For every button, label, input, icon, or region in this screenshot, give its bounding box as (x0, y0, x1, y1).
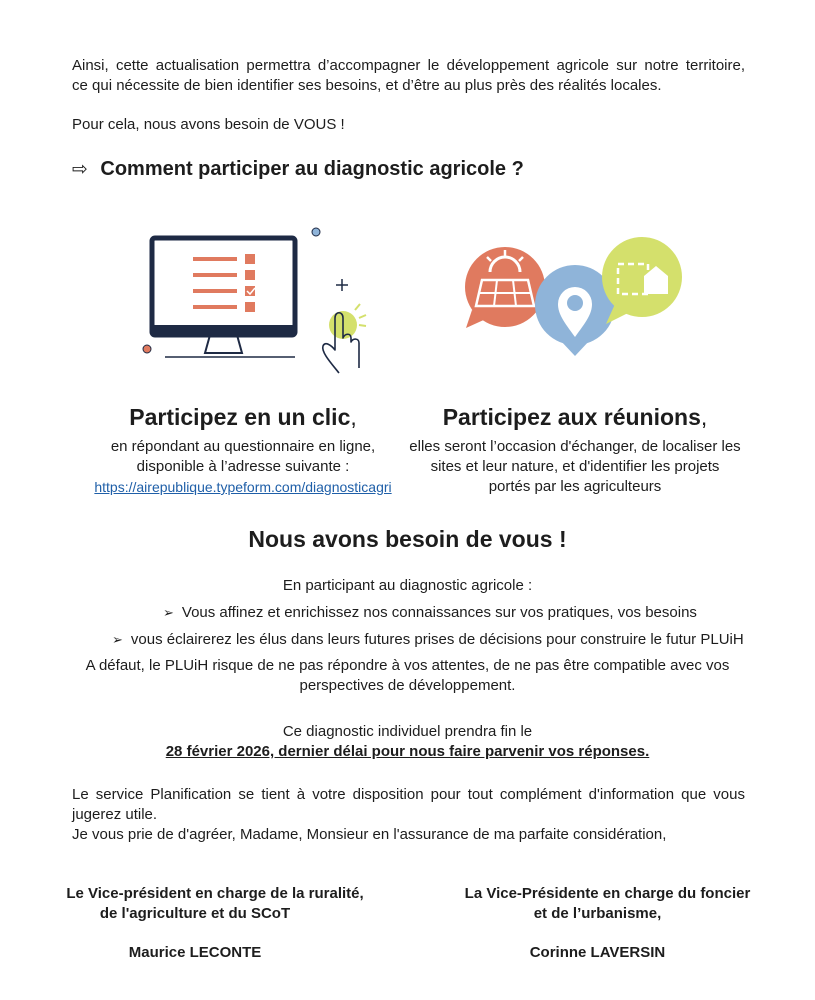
meetings-illustration (460, 232, 690, 357)
online-title: Participez en un clic (129, 404, 351, 430)
closing-line-2: jugerez utile. (72, 806, 158, 823)
deadline-block (0, 722, 815, 762)
intro-line-2: ce qui nécessite de bien identifier ses besoins, et d’être au plus près des réalités locales. (72, 77, 662, 94)
section-heading (72, 158, 524, 181)
solar-panel-bubble-icon (465, 247, 545, 328)
need-bullet-2-text: vous éclairerez les élus dans leurs futures prises de décisions pour construire le futur PLUiH (130, 631, 744, 648)
right-signature (450, 884, 765, 963)
meetings-line-2: sites et leur nature, et d'identifier les projets (430, 458, 720, 475)
meetings-line-1: elles seront l’occasion d'échanger, de localiser les (409, 438, 741, 455)
deadline-line-1: Ce diagnostic individuel prendra fin le (282, 723, 533, 740)
arrow-icon: ⇨ (72, 158, 88, 180)
right-role-line-2: et de l’urbanisme, (533, 905, 662, 922)
need-bullet-2 (112, 630, 744, 651)
meetings-column (400, 401, 750, 497)
need-bullet-1 (163, 603, 697, 624)
need-title: Nous avons besoin de vous ! (248, 526, 567, 552)
left-role-line-1: Le Vice-président en charge de la ruralité, (66, 885, 364, 902)
intro-paragraph (72, 56, 745, 96)
need-warning-line-2: perspectives de développement. (299, 677, 516, 694)
right-role-line-1: La Vice-Présidente en charge du foncier (464, 885, 751, 902)
closing-line-1: Le service Planification se tient à votre disposition pour tout complément d'information que vous (72, 786, 745, 803)
meetings-title-comma: , (700, 404, 708, 430)
online-column (70, 401, 416, 498)
hand-click-icon (323, 304, 366, 373)
online-title-comma: , (350, 404, 357, 430)
need-intro: En participant au diagnostic agricole : (282, 577, 533, 594)
left-signatory-name: Maurice LECONTE (128, 944, 262, 961)
monitor-icon (152, 238, 295, 335)
meetings-line-3: portés par les agriculteurs (488, 478, 662, 495)
questionnaire-link[interactable]: https://airepublique.typeform.com/diagnosticagri (94, 479, 392, 495)
online-line-1: en répondant au questionnaire en ligne, (110, 438, 376, 455)
intro-line-1: Ainsi, cette actualisation permettra d’accompagner le développement agricole sur notre territoire, (72, 57, 745, 74)
need-bullet-1-text: Vous affinez et enrichissez nos connaissances sur vos pratiques, vos besoins (181, 604, 697, 621)
closing-paragraph (72, 785, 745, 845)
right-signatory-name: Corinne LAVERSIN (529, 944, 666, 961)
need-warning (40, 656, 775, 696)
bullet-arrow-icon: ➢ (163, 606, 174, 621)
intro-call: Pour cela, nous avons besoin de VOUS ! (72, 116, 345, 133)
computer-click-illustration (135, 222, 375, 382)
need-warning-line-1: A défaut, le PLUiH risque de ne pas répondre à vos attentes, de ne pas être compatible avec vos (85, 657, 730, 674)
questionnaire-icon (193, 254, 255, 312)
section-title: Comment participer au diagnostic agricole ? (100, 158, 524, 180)
land-plot-bubble-icon (602, 237, 682, 324)
online-line-2: disponible à l’adresse suivante : (136, 458, 350, 475)
left-signature (50, 884, 380, 963)
meetings-title: Participez aux réunions (442, 404, 701, 430)
bullet-arrow-icon: ➢ (112, 633, 123, 648)
left-role-line-2: de l'agriculture et du SCoT (99, 905, 291, 922)
deadline-date: 28 février 2026, dernier délai pour nous faire parvenir vos réponses. (165, 743, 650, 760)
closing-line-3: Je vous prie de d'agréer, Madame, Monsieur en l'assurance de ma parfaite considération, (72, 826, 667, 843)
